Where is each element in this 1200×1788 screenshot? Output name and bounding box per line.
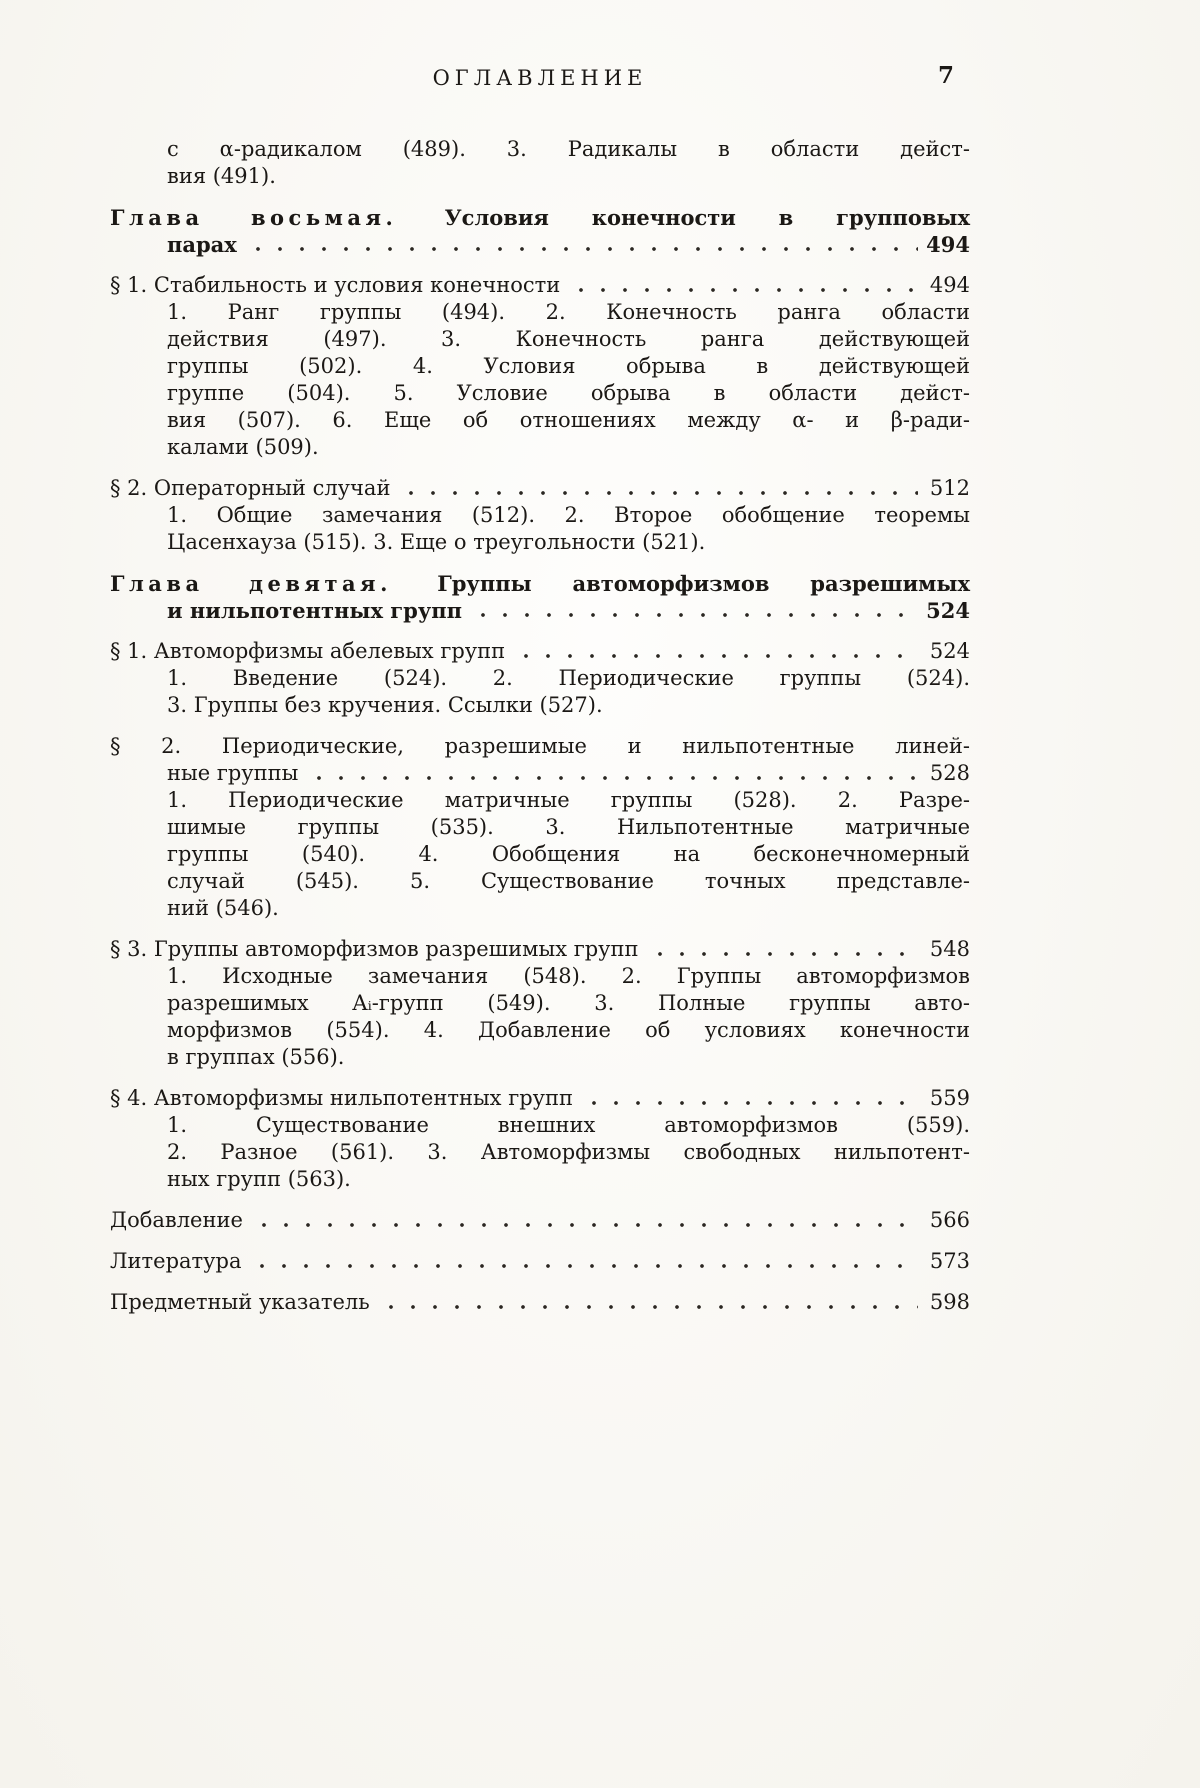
toc-row xyxy=(110,760,970,787)
toc-row xyxy=(110,407,970,434)
toc-row xyxy=(110,326,970,353)
toc-row xyxy=(110,434,970,461)
dot-leader xyxy=(570,272,918,299)
toc-row xyxy=(110,1112,970,1139)
toc-row-text: 1. Общие замечания (512). 2. Второе обобщение теоремы xyxy=(167,503,970,527)
dot-leader xyxy=(247,231,918,258)
toc-row-text: Цасенхауза (515). 3. Еще о треугольности (521). xyxy=(167,530,706,554)
toc-row-text: группе (504). 5. Условие обрыва в области дейст- xyxy=(167,381,970,405)
toc-page-number: 524 xyxy=(929,639,970,663)
toc-row xyxy=(110,1289,970,1316)
toc-row xyxy=(110,990,970,1017)
chapter-prefix: Глава восьмая. xyxy=(110,205,445,230)
toc-row-text: § 3. Группы автоморфизмов разрешимых групп xyxy=(110,937,639,961)
toc-row xyxy=(110,353,970,380)
dot-leader xyxy=(472,597,918,624)
dot-leader xyxy=(380,1289,918,1316)
toc-row xyxy=(110,1044,970,1071)
toc-page-number: 528 xyxy=(929,761,970,785)
toc-row xyxy=(110,529,970,556)
toc-row xyxy=(110,692,970,719)
toc-row xyxy=(110,733,970,760)
toc-row-text: ных групп (563). xyxy=(167,1167,351,1191)
toc-row-text: § 4. Автоморфизмы нильпотентных групп xyxy=(110,1086,573,1110)
toc-row xyxy=(110,963,970,990)
page-header xyxy=(110,62,970,98)
toc-row-text: Группы автоморфизмов разрешимых xyxy=(437,571,970,596)
toc-page-number: 512 xyxy=(929,476,970,500)
toc-page-number: 559 xyxy=(929,1086,970,1110)
toc-row-text: вия (491). xyxy=(167,164,276,188)
page-number: 7 xyxy=(937,62,954,89)
toc-page-number: 494 xyxy=(926,232,970,257)
toc-row xyxy=(110,380,970,407)
toc-row-text: § 1. Автоморфизмы абелевых групп xyxy=(110,639,506,663)
toc-row-text: группы (540). 4. Обобщения на бесконечномерный xyxy=(167,842,970,866)
toc-row-text: Предметный указатель xyxy=(110,1290,370,1314)
toc-row xyxy=(110,136,970,163)
toc-row-text: Условия конечности в групповых xyxy=(444,205,971,230)
toc-row xyxy=(110,787,970,814)
toc-row xyxy=(110,570,970,597)
dot-leader xyxy=(308,760,918,787)
toc-row-text: 2. Разное (561). 3. Автоморфизмы свободных нильпотент- xyxy=(167,1140,970,1164)
toc-row xyxy=(110,841,970,868)
chapter-prefix: Глава девятая. xyxy=(110,571,438,596)
toc-row-text: разрешимых Aᵢ-групп (549). 3. Полные группы авто- xyxy=(167,991,970,1015)
toc-row-text: с α-радикалом (489). 3. Радикалы в области дейст- xyxy=(167,137,970,161)
toc-row xyxy=(110,272,970,299)
toc-row-text: ные группы xyxy=(167,761,299,785)
dot-leader xyxy=(400,475,918,502)
toc-row xyxy=(110,475,970,502)
toc-row-text: ний (546). xyxy=(167,896,279,920)
dot-leader xyxy=(583,1085,918,1112)
toc-row xyxy=(110,1207,970,1234)
toc-row-text: случай (545). 5. Существование точных представле- xyxy=(167,869,970,893)
toc-row xyxy=(110,1248,970,1275)
toc-row-text: группы (502). 4. Условия обрыва в действующей xyxy=(167,354,970,378)
toc-row xyxy=(110,936,970,963)
toc-row xyxy=(110,1085,970,1112)
toc-row-text: 1. Ранг группы (494). 2. Конечность ранга области xyxy=(167,300,970,324)
toc-row xyxy=(110,638,970,665)
toc-row-text: 1. Существование внешних автоморфизмов (559). xyxy=(167,1113,970,1137)
toc-row xyxy=(110,299,970,326)
toc-page-number: 598 xyxy=(929,1290,970,1314)
toc-row xyxy=(110,1017,970,1044)
toc-row-text: § 2. Периодические, разрешимые и нильпотентные линей- xyxy=(110,734,970,758)
toc-page-number: 566 xyxy=(929,1208,970,1232)
toc-row-text: 1. Исходные замечания (548). 2. Группы автоморфизмов xyxy=(167,964,970,988)
toc-row xyxy=(110,204,970,231)
toc-row-text: Добавление xyxy=(110,1208,243,1232)
toc-row-text: вия (507). 6. Еще об отношениях между α- и β-ради- xyxy=(167,408,970,432)
toc-row-text: § 2. Операторный случай xyxy=(110,476,391,500)
dot-leader xyxy=(251,1248,918,1275)
toc-row xyxy=(110,895,970,922)
toc-page-number: 494 xyxy=(929,273,970,297)
dot-leader xyxy=(649,936,918,963)
page-title: ОГЛАВЛЕНИЕ xyxy=(432,66,648,90)
toc-row-text: 1. Периодические матричные группы (528). 2. Разре- xyxy=(167,788,970,812)
toc-row-text: морфизмов (554). 4. Добавление об условиях конечности xyxy=(167,1018,970,1042)
toc-row-text: § 1. Стабильность и условия конечности xyxy=(110,273,561,297)
toc-row xyxy=(110,814,970,841)
toc-page-number: 524 xyxy=(926,598,970,623)
toc-row xyxy=(110,597,970,624)
toc-row xyxy=(110,163,970,190)
toc-row-text: действия (497). 3. Конечность ранга действующей xyxy=(167,327,970,351)
toc-row xyxy=(110,665,970,692)
toc-row xyxy=(110,868,970,895)
toc-row-text: парах xyxy=(167,232,237,257)
toc-row-text: 1. Введение (524). 2. Периодические группы (524). xyxy=(167,666,970,690)
toc-rows xyxy=(110,136,970,1316)
toc-page-number: 548 xyxy=(929,937,970,961)
toc-row-text: и нильпотентных групп xyxy=(167,598,463,623)
toc-row xyxy=(110,231,970,258)
toc-row-text: шимые группы (535). 3. Нильпотентные матричные xyxy=(167,815,970,839)
toc-row xyxy=(110,1166,970,1193)
toc-row-text: 3. Группы без кручения. Ссылки (527). xyxy=(167,693,603,717)
toc-row xyxy=(110,1139,970,1166)
toc-row xyxy=(110,502,970,529)
toc-row-text: Литература xyxy=(110,1249,242,1273)
toc-row-text: в группах (556). xyxy=(167,1045,345,1069)
dot-leader xyxy=(253,1207,918,1234)
toc-page-number: 573 xyxy=(929,1249,970,1273)
dot-leader xyxy=(515,638,918,665)
toc-row-text: калами (509). xyxy=(167,435,319,459)
